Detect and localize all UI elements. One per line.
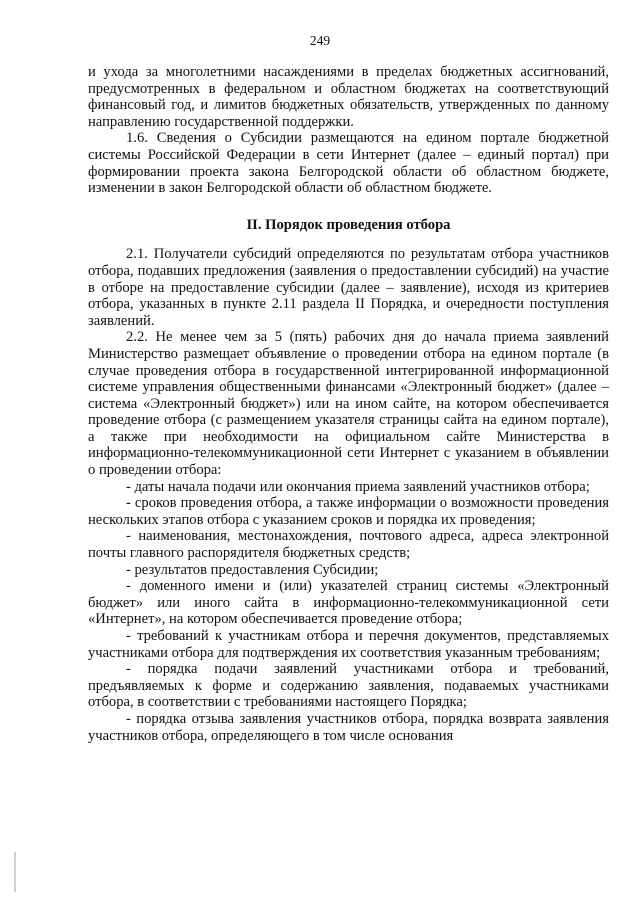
page-number: 249 bbox=[309, 33, 331, 48]
paragraph-2-1: 2.1. Получатели субсидий определяются по результатам отбора участников отбора, подавших предложения (заявления о предоставлении субсидий) на участие в отборе на предоставление субсидии (далее – заявление), исходя из критериев отбора, указанных в пункте 2.11 раздела II Порядка, и очередности поступления заявлений. bbox=[88, 246, 609, 329]
list-item: - требований к участникам отбора и перечня документов, представляемых участниками отбора для подтверждения их соответствия указанным требованиям; bbox=[88, 628, 609, 661]
list-item: - порядка подачи заявлений участниками отбора и требований, предъявляемых к форме и содержанию заявления, подаваемых участниками отбора, в соответствии с требованиями настоящего Порядка; bbox=[88, 661, 609, 711]
list-item: - сроков проведения отбора, а также информации о возможности проведения нескольких этапов отбора с указанием сроков и порядка их проведения; bbox=[88, 495, 609, 528]
section-heading: II. Порядок проведения отбора bbox=[246, 216, 451, 233]
document-body bbox=[88, 64, 609, 744]
list-item: - порядка отзыва заявления участников отбора, порядка возврата заявления участников отбора, определяющего в том числе основания bbox=[88, 710, 609, 744]
scan-edge-mark bbox=[14, 852, 16, 892]
paragraph-2-2: 2.2. Не менее чем за 5 (пять) рабочих дня до начала приема заявлений Министерство размещает объявление о проведении отбора на едином портале (в случае проведения отбора в государственной интегрированной информационной системе управления общественными финансами «Электронный бюджет» (далее – система «Электронный бюджет») или на ином сайте, на котором обеспечивается проведение отбора (с размещением указателя страницы сайта на едином портале), а также при необходимости на официальном сайте Министерства в информационно-телекоммуникационной сети Интернет с указанием в объявлении о проведении отбора: bbox=[88, 329, 609, 479]
list-item: - результатов предоставления Субсидии; bbox=[126, 561, 379, 578]
list-item: - даты начала подачи или окончания приема заявлений участников отбора; bbox=[126, 478, 590, 495]
list-item: - наименования, местонахождения, почтового адреса, адреса электронной почты главного распорядителя бюджетных средств; bbox=[88, 528, 609, 562]
list-item: - доменного имени и (или) указателей страниц системы «Электронный бюджет» или иного сайта в информационно-телекоммуникационной сети «Интернет», на котором обеспечивается проведение отбора; bbox=[88, 578, 609, 628]
paragraph-1-6: 1.6. Сведения о Субсидии размещаются на едином портале бюджетной системы Российской Федерации в сети Интернет (далее – единый портал) при формировании проекта закона Белгородской области об областном бюджете, изменении в закон Белгородской области об областном бюджете. bbox=[88, 130, 609, 197]
paragraph-continuation: и ухода за многолетними насаждениями в пределах бюджетных ассигнований, предусмотренных в федеральном и областном бюджетах на соответствующий финансовый год, и лимитов бюджетных обязательств, утвержденных по данному направлению государственной поддержки. bbox=[88, 64, 609, 130]
